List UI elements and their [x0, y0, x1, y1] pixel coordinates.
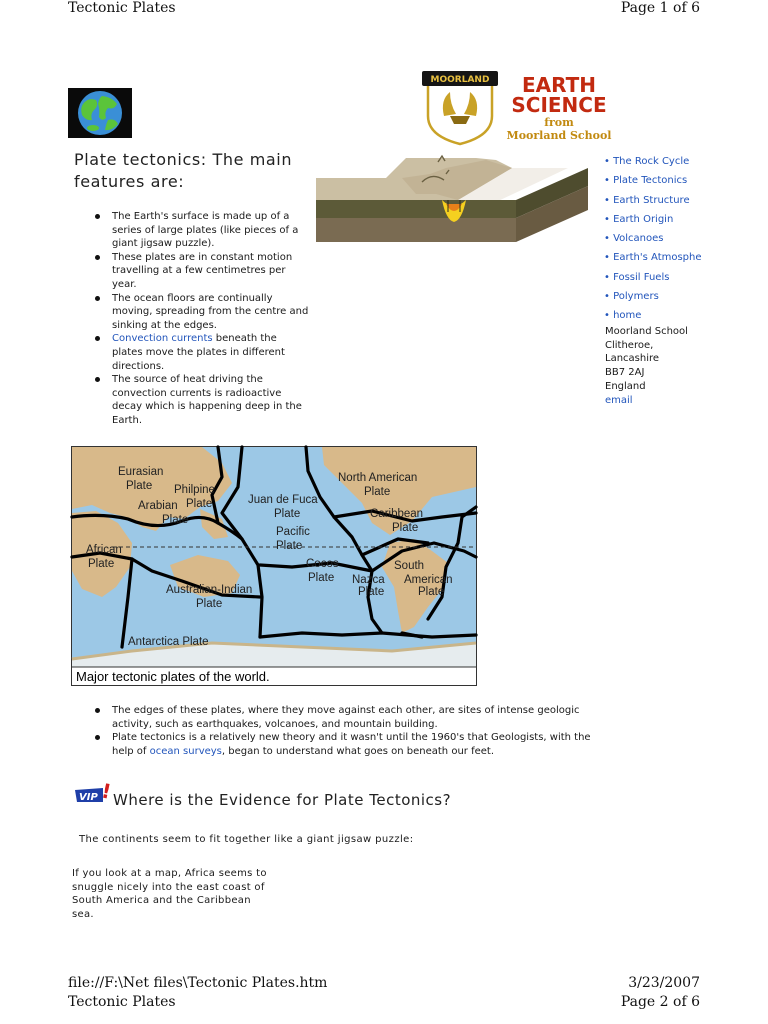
next-page-header-title: Tectonic Plates — [68, 994, 176, 1010]
tectonic-plates-map — [71, 446, 477, 686]
list-item-text: beneath the plates move the plates in different directions. — [112, 333, 285, 372]
map-label: Australian-Indian — [166, 584, 253, 596]
email-link[interactable]: email — [605, 394, 633, 406]
map-label: Plate — [358, 586, 385, 598]
map-label: Plate — [162, 514, 189, 526]
list-item: The source of heat driving the convection currents is radioactive decay which is happening deep in the Earth. — [95, 373, 310, 427]
map-label: Plate — [126, 480, 153, 492]
map-label: Plate — [186, 498, 213, 510]
nav-item-volcanoes[interactable]: • Volcanoes — [604, 233, 664, 245]
logo-line3: from — [544, 116, 574, 129]
map-label: Nazca — [352, 574, 385, 586]
map-label: Plate — [88, 558, 115, 570]
nav-item-earth-structure[interactable]: • Earth Structure — [604, 194, 690, 206]
list-item: The ocean floors are continually moving, spreading from the centre and sinking at the edges. — [95, 292, 310, 333]
logo-line4: Moorland School — [506, 129, 612, 142]
map-label: American — [404, 574, 453, 586]
page-header-title: Tectonic Plates — [68, 0, 176, 16]
nav-item-rock-cycle[interactable]: • The Rock Cycle — [604, 156, 690, 167]
list-item: These plates are in constant motion travelling at a few centimetres per year. — [95, 251, 310, 292]
list-item: The edges of these plates, where they move against each other, are sites of intense geologic activity, such as earthquakes, volcanoes, and mountain building. — [95, 704, 595, 731]
map-label: South — [394, 560, 425, 572]
footer-date: 3/23/2007 — [628, 975, 700, 991]
map-label: Cocos — [306, 558, 339, 570]
vip-exclamation: ! — [99, 778, 114, 804]
list-item-text: Plate tectonics is a relatively new theory and it wasn't until the 1960's that Geologists, with the help of — [112, 732, 591, 757]
map-label: Pacific — [276, 526, 310, 538]
logo-line2: SCIENCE — [511, 93, 607, 117]
ocean-surveys-link[interactable]: ocean surveys — [149, 745, 222, 757]
map-label: Plate — [418, 586, 445, 598]
nav-item-earth-origin[interactable]: • Earth Origin — [604, 213, 674, 225]
features-list — [95, 210, 310, 428]
evidence-paragraph-1: The continents seem to fit together like a giant jigsaw puzzle: — [79, 834, 414, 845]
logo-line1: EARTH — [521, 73, 597, 97]
list-item — [95, 731, 595, 758]
map-label: Philpine — [174, 484, 215, 496]
plate-boundary-illustration — [316, 148, 588, 244]
footer-file-path: file://F:\Net files\Tectonic Plates.htm — [68, 975, 328, 991]
map-label: Eurasian — [118, 466, 164, 478]
map-label: Plate — [276, 540, 303, 552]
list-item — [95, 332, 310, 373]
map-label: African — [86, 544, 122, 556]
map-label: Plate — [392, 522, 419, 534]
convection-currents-link[interactable]: Convection currents — [112, 333, 213, 345]
sidebar-nav — [604, 152, 724, 326]
globe-icon — [68, 88, 132, 138]
map-label: Plate — [308, 572, 335, 584]
next-page-header-number: Page 2 of 6 — [620, 994, 700, 1010]
nav-item-fossil-fuels[interactable]: • Fossil Fuels — [604, 271, 670, 283]
map-label: North American — [338, 472, 418, 484]
logo-badge-text: MOORLAND — [430, 75, 490, 85]
map-label: Plate — [364, 486, 391, 498]
evidence-paragraph-2: If you look at a map, Africa seems to snuggle nicely into the east coast of South America and the Caribbean sea. — [72, 868, 267, 921]
address-line: Lancashire — [605, 353, 660, 365]
address-line: Moorland School — [605, 326, 688, 337]
school-address — [605, 325, 725, 407]
vip-badge-text: VIP — [79, 792, 98, 803]
map-label: Juan de Fuca — [248, 494, 318, 506]
vip-icon — [73, 778, 114, 804]
address-line: BB7 2AJ — [605, 367, 645, 379]
map-label: Plate — [274, 508, 301, 520]
nav-item-earth-atmosphere[interactable]: • Earth's Atmosphe — [604, 252, 702, 264]
plate-edges-list — [95, 704, 595, 758]
page-header-number: Page 1 of 6 — [620, 0, 700, 16]
list-item-text: , began to understand what goes on beneath our feet. — [221, 745, 494, 757]
intro-title: Plate tectonics: The main features are: — [74, 150, 293, 191]
nav-item-home[interactable]: • home — [604, 310, 642, 322]
map-label: Antarctica Plate — [128, 636, 209, 648]
address-line: Clitheroe, — [605, 339, 654, 351]
map-caption: Major tectonic plates of the world. — [76, 669, 270, 684]
nav-item-polymers[interactable]: • Polymers — [604, 291, 659, 303]
map-label: Plate — [196, 598, 223, 610]
address-line: England — [605, 380, 646, 392]
nav-item-plate-tectonics[interactable]: • Plate Tectonics — [604, 175, 688, 187]
evidence-heading: Where is the Evidence for Plate Tectonics? — [113, 791, 452, 809]
map-label: Arabian — [138, 500, 178, 512]
list-item: The Earth's surface is made up of a series of large plates (like pieces of a giant jigsaw puzzle). — [95, 210, 310, 251]
map-label: Caribbean — [370, 508, 424, 520]
earth-science-logo[interactable] — [420, 70, 610, 144]
